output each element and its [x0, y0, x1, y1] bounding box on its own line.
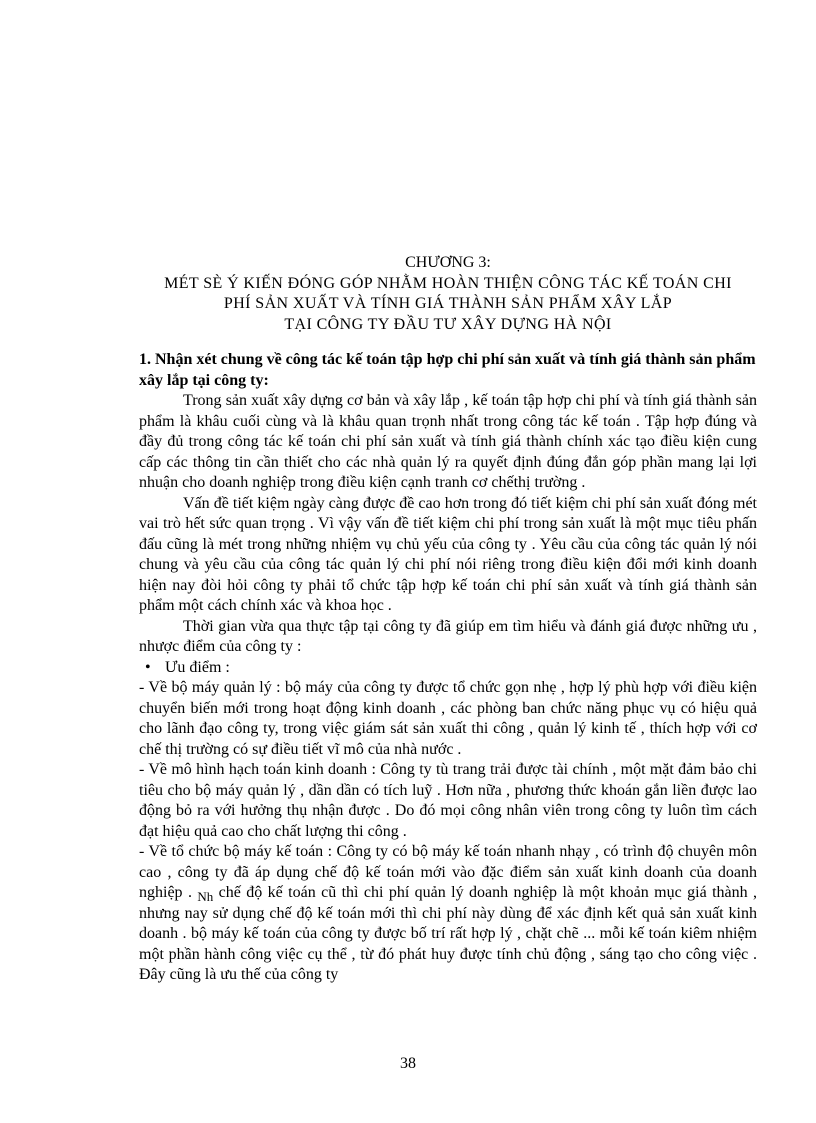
- item3-fragment: Nh: [197, 889, 214, 904]
- chapter-title-line-1: MÉT SÈ Ý KIẾN ĐÓNG GÓP NHẰM HOÀN THIỆN CÔNG TÁC KẾ TOÁN CHI: [164, 274, 732, 292]
- bullet-label: Ưu điểm :: [165, 658, 230, 676]
- paragraph-3: Thời gian vừa qua thực tập tại công ty đã giúp em tìm hiểu và đánh giá được những ưu , nhược điểm của công ty :: [139, 617, 757, 655]
- chapter-title-line-3: TẠI CÔNG TY ĐẦU TƯ XÂY DỰNG HÀ NỘI: [284, 315, 612, 333]
- chapter-heading: [139, 253, 757, 335]
- paragraph-1: Trong sản xuất xây dựng cơ bản và xây lắp , kế toán tập hợp chi phí và tính giá thành sản phẩm là khâu cuối cùng và là khâu quan trọnh nhất trong công tác kế toán . Tập hợp đúng và đầy đủ trong công tác kế toán chi phí sản xuất và tính giá thành chính xác tạo điều kiện cung cấp các thông tin cần thiết cho các nhà quản lý ra quyết định đúng đắn góp phần mang lại lợi nhuận cho doanh nghiệp trong điều kiện cạnh tranh cơ chếthị trường .: [139, 392, 757, 491]
- bullet-advantages: [139, 658, 757, 679]
- section-title: 1. Nhận xét chung về công tác kế toán tập hợp chi phí sản xuất và tính giá thành sản phẩm xây lắp tại công ty:: [139, 351, 756, 389]
- item-management-structure: - Về bộ máy quản lý : bộ máy của công ty được tổ chức gọn nhẹ , hợp lý phù hợp với điều kiện chuyển biến mới trong hoạt động kinh doanh , các phòng ban chức năng phục vụ có hiệu quả cho lãnh đạo công ty, trong việc giám sát sản xuất thi công , quản lý kinh tế , thích hợp với cơ chế thị trường có sự điều tiết vĩ mô của nhà nước .: [139, 679, 757, 758]
- page-number: 38: [400, 1055, 416, 1072]
- chapter-number: CHƯƠNG 3:: [405, 254, 491, 271]
- item3-before: - Về tổ chức bộ máy kế toán : Công ty có bộ máy kế toán nhanh nhạy , có trình độ chuyên môn cao , công ty đã áp dụng chế độ kế toán mới vào đặc điểm sản xuất kinh doanh của doanh nghiệp .: [139, 843, 757, 901]
- page-content: [139, 253, 757, 986]
- chapter-title-line-2: PHÍ SẢN XUẤT VÀ TÍNH GIÁ THÀNH SẢN PHẨM XÂY LẮP: [223, 295, 673, 312]
- item3-after: chế độ kế toán cũ thì chi phí quản lý doanh nghiệp là một khoản mục giá thành , nhưng nay sử dụng chế độ kế toán mới thì chi phí này dùng để xác định kết quả sản xuất kinh doanh . bộ máy kế toán của công ty được bố trí rất hợp lý , chặt chẽ ... mỗi kế toán kiêm nhiệm một phần hành công việc cụ thể , từ đó phát huy được tính chủ động , sáng tạo cho công việc . Đây cũng là ưu thế của công ty: [139, 884, 758, 983]
- paragraph-2: Vấn đề tiết kiệm ngày càng được đề cao hơn trong đó tiết kiệm chi phí sản xuất đóng mét vai trò hết sức quan trọng . Vì vậy vấn đề tiết kiệm chi phí trong sản xuất là một mục tiêu phấn đấu cũng là mét trong những nhiệm vụ chủ yếu của công ty . Yêu cầu của công tác quản lý nói chung và yêu cầu của công tác quản lý chi phí nói riêng trong điều kiện đổi mới kinh doanh hiện nay đòi hỏi công ty phải tổ chức tập hợp kế toán chi phí sản xuất và tính giá thành sản phẩm một cách chính xác và khoa học .: [139, 494, 757, 614]
- bullet-icon: •: [145, 658, 151, 676]
- item-accounting-structure: [139, 842, 757, 986]
- item-business-model: - Về mô hình hạch toán kinh doanh : Công ty tù trang trải được tài chính , một mặt đảm bảo chi tiêu cho bộ máy quản lý , dần dần có tích luỹ . Hơn nữa , phương thức khoán gắn liền được lao động bỏ ra với hưởng thụ nhận được . Do đó mọi công nhân viên trong công ty luôn tìm cách đạt hiệu quả cao cho chất lượng thi công .: [139, 761, 757, 840]
